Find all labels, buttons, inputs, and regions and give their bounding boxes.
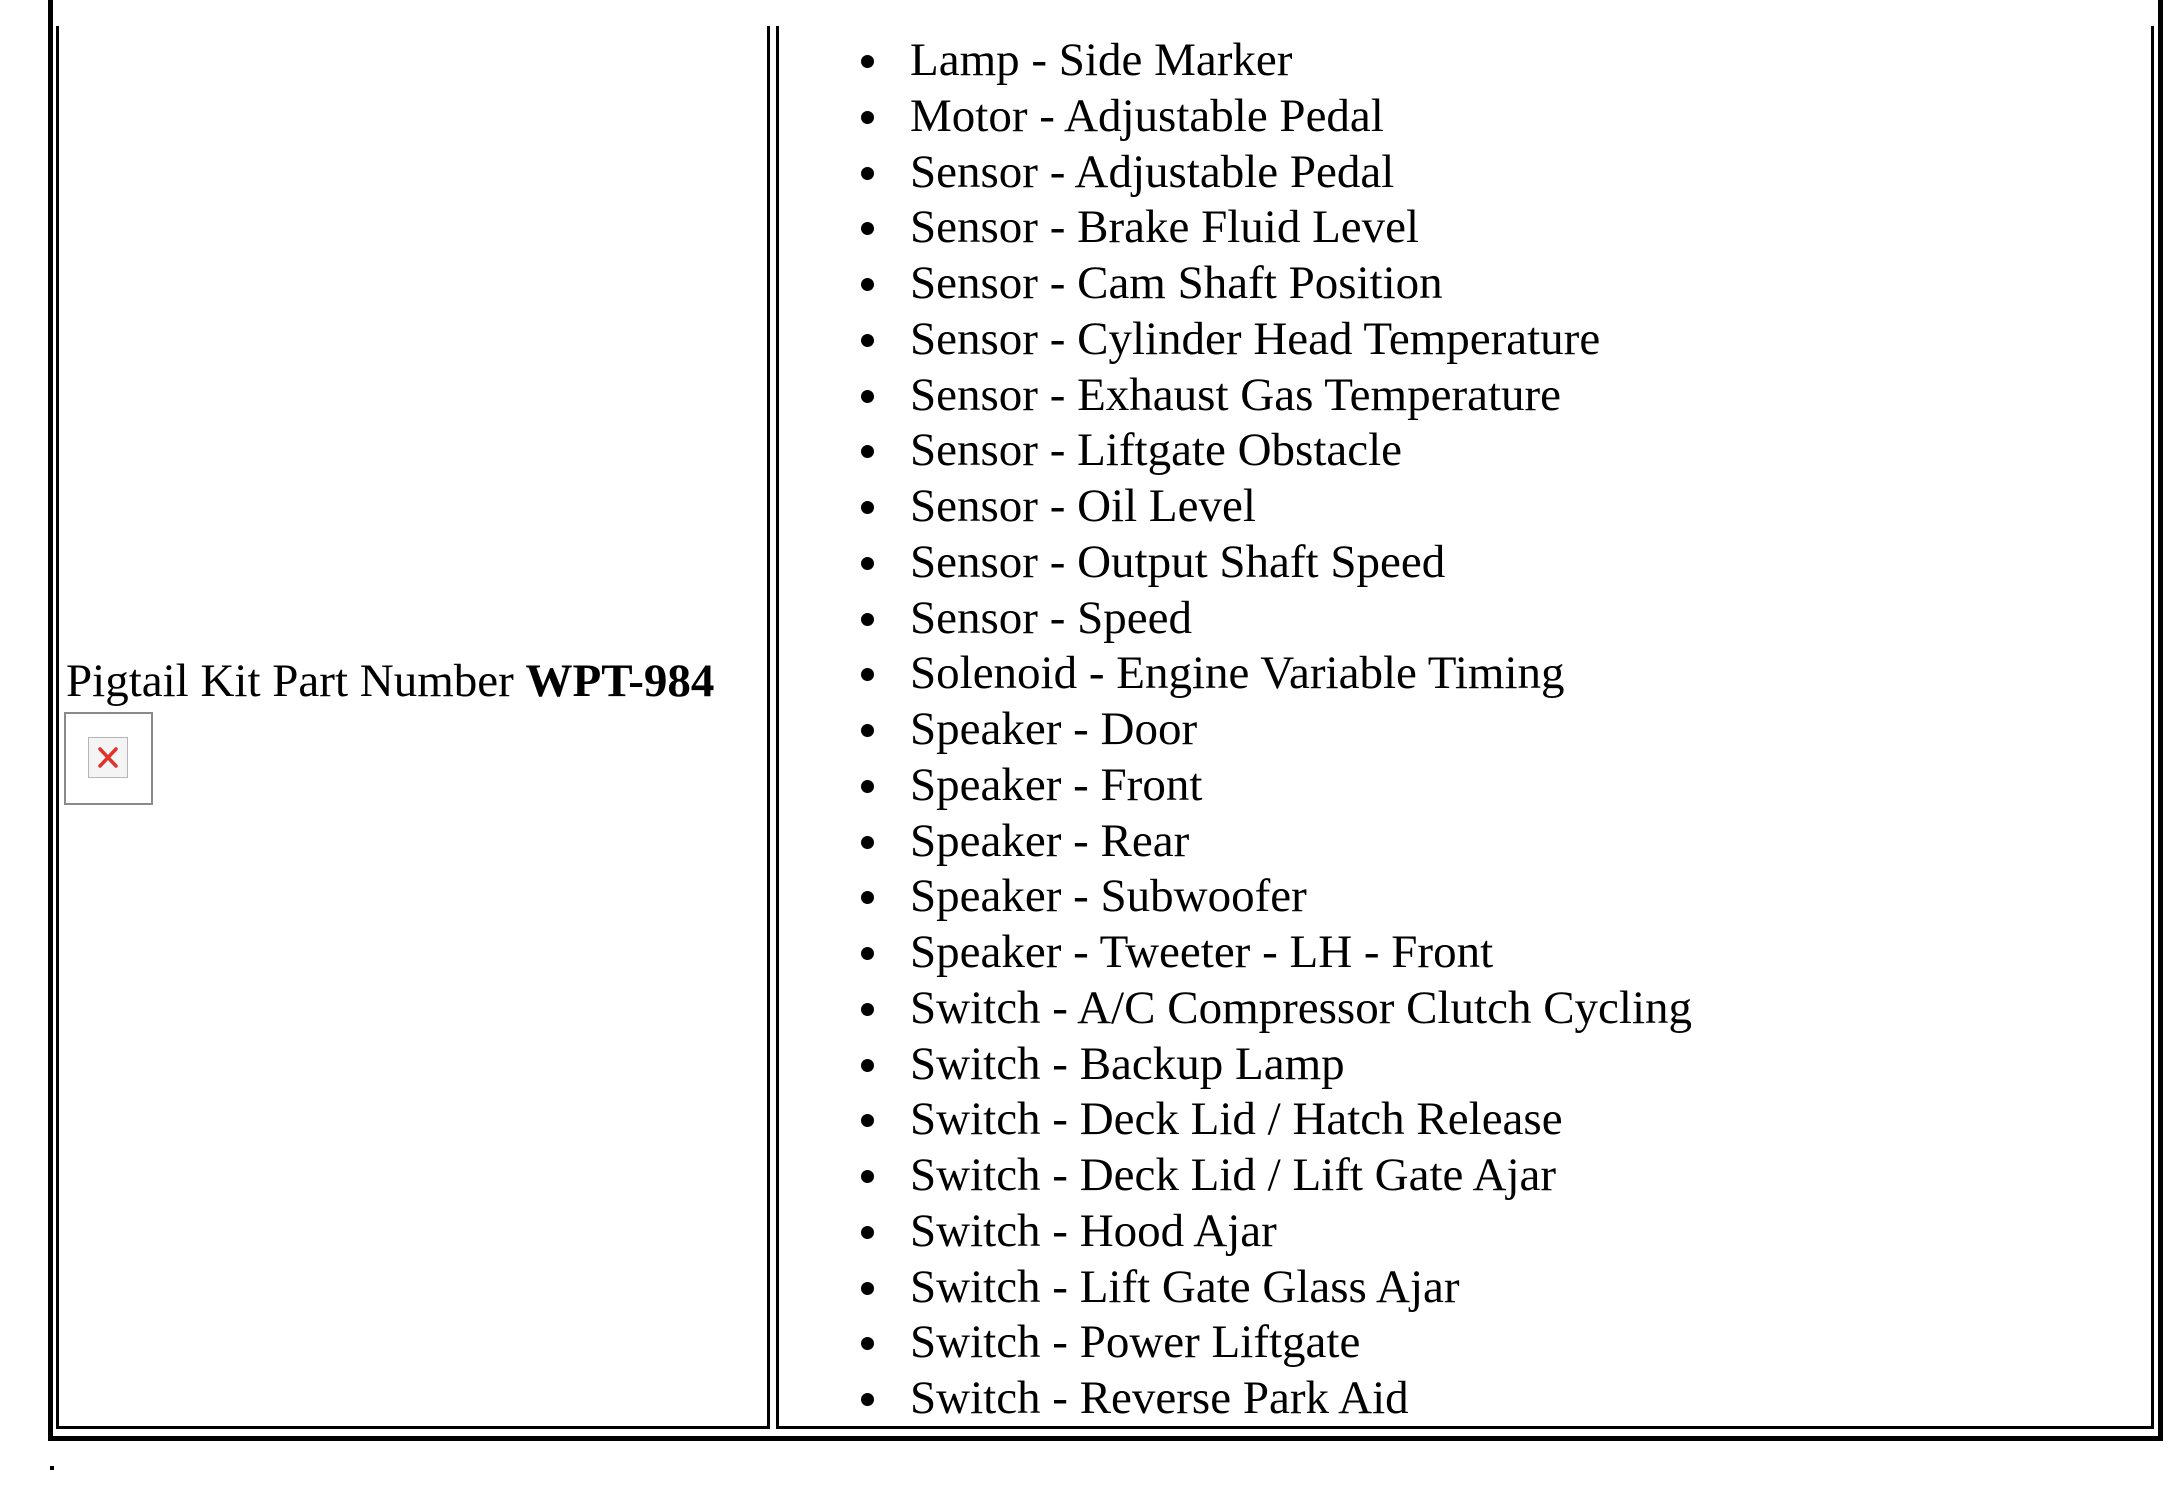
list-item bbox=[0, 924, 1494, 980]
list-item bbox=[0, 1259, 1460, 1315]
bullet-icon bbox=[861, 1059, 874, 1072]
list-item bbox=[0, 88, 1384, 144]
list-item bbox=[0, 32, 1300, 88]
bullet-icon bbox=[861, 1226, 874, 1239]
bullet-icon bbox=[861, 613, 874, 626]
list-item bbox=[0, 813, 1300, 869]
list-item-label: Sensor - Output Shaft Speed bbox=[910, 535, 1446, 588]
list-item-label: Sensor - Brake Fluid Level bbox=[910, 201, 1420, 254]
bullet-icon bbox=[861, 1003, 874, 1016]
list-item-label: Sensor - Liftgate Obstacle bbox=[910, 424, 1403, 477]
list-item-label: Solenoid - Engine Variable Timing bbox=[910, 647, 1565, 700]
list-item-label: Sensor - Speed bbox=[910, 591, 1192, 644]
list-item bbox=[0, 534, 1446, 590]
list-item bbox=[0, 367, 1562, 423]
kit-label-text: Pigtail Kit Part Number bbox=[66, 655, 526, 707]
bullet-icon bbox=[861, 55, 874, 68]
bullet-icon bbox=[861, 278, 874, 291]
bullet-icon bbox=[861, 724, 874, 737]
list-item bbox=[0, 1147, 1557, 1203]
list-item-label: Switch - Hood Ajar bbox=[910, 1204, 1277, 1257]
list-item bbox=[0, 1036, 1345, 1092]
bullet-icon bbox=[861, 390, 874, 403]
list-item bbox=[0, 478, 1300, 534]
list-item-label: Speaker - Door bbox=[910, 703, 1198, 755]
list-item-label: Speaker - Subwoofer bbox=[910, 870, 1307, 923]
bullet-icon bbox=[861, 836, 874, 849]
list-item-label: Speaker - Tweeter - LH - Front bbox=[910, 926, 1494, 978]
list-item-label: Sensor - Oil Level bbox=[910, 480, 1256, 532]
list-item bbox=[0, 1314, 1361, 1370]
list-item bbox=[0, 1203, 1300, 1259]
list-item bbox=[0, 868, 1307, 924]
list-item bbox=[0, 645, 1565, 701]
list-item bbox=[0, 255, 1443, 311]
list-item bbox=[0, 757, 1300, 813]
bullet-icon bbox=[861, 1337, 874, 1350]
bullet-icon bbox=[861, 891, 874, 904]
list-item-label: Switch - Lift Gate Glass Ajar bbox=[910, 1260, 1460, 1313]
bullet-icon bbox=[861, 111, 874, 124]
bullet-icon bbox=[861, 334, 874, 347]
list-item-label: Motor - Adjustable Pedal bbox=[910, 89, 1384, 142]
list-item-label: Switch - Power Liftgate bbox=[910, 1316, 1361, 1369]
list-item bbox=[0, 590, 1300, 646]
list-item-label: Sensor - Cylinder Head Temperature bbox=[910, 312, 1601, 365]
list-item bbox=[0, 980, 1693, 1036]
bullet-icon bbox=[861, 1170, 874, 1183]
list-item-label: Lamp - Side Marker bbox=[910, 34, 1293, 86]
bullet-icon bbox=[861, 445, 874, 458]
list-item bbox=[0, 199, 1420, 255]
list-item-label: Switch - A/C Compressor Clutch Cycling bbox=[910, 981, 1693, 1034]
list-item-label: Switch - Deck Lid / Hatch Release bbox=[910, 1093, 1563, 1146]
kit-part-number: WPT-984 bbox=[525, 655, 715, 707]
list-item-label: Sensor - Adjustable Pedal bbox=[910, 145, 1395, 198]
bullet-icon bbox=[861, 947, 874, 960]
list-item bbox=[0, 422, 1403, 478]
bullet-icon bbox=[861, 501, 874, 514]
list-item-label: Sensor - Cam Shaft Position bbox=[910, 257, 1443, 309]
list-item-label: Speaker - Rear bbox=[910, 814, 1190, 867]
list-item-label: Switch - Deck Lid / Lift Gate Ajar bbox=[910, 1149, 1557, 1201]
list-item-label: Sensor - Exhaust Gas Temperature bbox=[910, 368, 1562, 421]
bullet-icon bbox=[861, 1393, 874, 1406]
list-item bbox=[0, 701, 1300, 757]
bullet-icon bbox=[861, 222, 874, 235]
list-item-label: Speaker - Front bbox=[910, 758, 1203, 811]
bullet-icon bbox=[861, 780, 874, 793]
list-item bbox=[0, 311, 1601, 367]
bullet-icon bbox=[861, 1114, 874, 1127]
list-item bbox=[0, 144, 1395, 200]
bullet-icon bbox=[861, 557, 874, 570]
list-item-label: Switch - Reverse Park Aid bbox=[910, 1372, 1409, 1424]
page-mark bbox=[50, 1466, 54, 1470]
bullet-icon bbox=[861, 668, 874, 681]
list-item-label: Switch - Backup Lamp bbox=[910, 1037, 1345, 1090]
bullet-icon bbox=[861, 1282, 874, 1295]
bullet-icon bbox=[861, 167, 874, 180]
list-item bbox=[0, 1091, 1563, 1147]
list-item bbox=[0, 1370, 1409, 1426]
